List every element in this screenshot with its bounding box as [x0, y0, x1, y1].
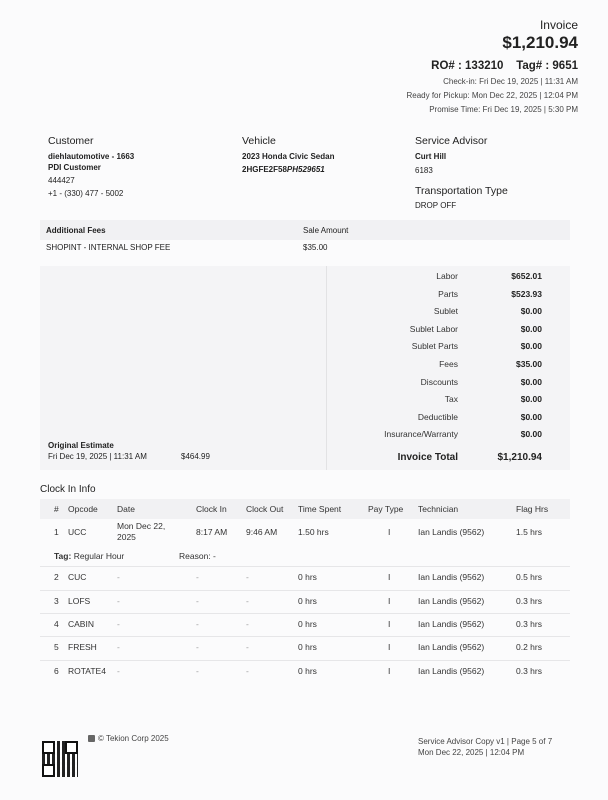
- invoice-total-value: $1,210.94: [497, 452, 542, 463]
- totals-label: Fees: [439, 359, 458, 369]
- clock-cell-spent: 0 hrs: [298, 642, 317, 652]
- clock-cell-flag: 0.2 hrs: [516, 642, 542, 652]
- clock-cell-flag: 0.3 hrs: [516, 666, 542, 676]
- clock-cell-opcode: CUC: [68, 572, 87, 582]
- totals-label: Deductible: [417, 411, 458, 422]
- vin-suffix: PH529651: [286, 165, 325, 174]
- clock-cell-in: -: [196, 642, 199, 652]
- totals-row: [327, 377, 570, 394]
- clock-cell-date: -: [117, 666, 120, 676]
- clock-column-header: Flag Hrs: [516, 504, 549, 514]
- customer-number: 444427: [48, 176, 75, 185]
- clock-row: [40, 521, 570, 543]
- clock-cell-out: -: [246, 619, 249, 629]
- advisor-name: Curt Hill: [415, 152, 447, 161]
- clock-column-header: Opcode: [68, 504, 98, 514]
- clock-cell-in: -: [196, 596, 199, 606]
- clock-heading: Clock In Info: [40, 484, 96, 495]
- ro-tag-line: [431, 60, 578, 72]
- totals-label: Labor: [436, 271, 458, 281]
- totals-value: $652.01: [511, 271, 542, 281]
- totals-value: $0.00: [520, 429, 542, 440]
- advisor-section: [415, 135, 508, 210]
- clock-column-header: Time Spent: [298, 504, 342, 514]
- estimate-amount: $464.99: [181, 452, 210, 461]
- row-divider: [40, 636, 570, 637]
- fees-col-name: Additional Fees: [46, 226, 106, 235]
- clock-cell-tech: Ian Landis (9562): [418, 527, 485, 537]
- clock-cell-out: 9:46 AM: [246, 527, 278, 537]
- clock-cell-n: 5: [54, 642, 59, 652]
- estimate-date: Fri Dec 19, 2025 | 11:31 AM: [48, 452, 147, 461]
- totals-value: $0.00: [520, 323, 542, 334]
- clock-row: [40, 619, 570, 641]
- clock-column-header: Clock Out: [246, 504, 284, 514]
- customer-section: [48, 135, 134, 198]
- copyright: © Tekion Corp 2025: [98, 734, 169, 743]
- customer-heading: Customer: [48, 135, 94, 147]
- clock-cell-tech: Ian Landis (9562): [418, 619, 485, 629]
- invoice-total-row: [327, 452, 570, 469]
- clock-cell-opcode: CABIN: [68, 619, 94, 629]
- transport-heading: Transportation Type: [415, 185, 508, 197]
- clock-cell-pay: I: [388, 572, 391, 582]
- totals-label: Tax: [444, 394, 458, 405]
- totals-row: [327, 324, 570, 341]
- clock-cell-date: -: [117, 642, 120, 652]
- customer-phone: +1 - (330) 477 - 5002: [48, 189, 124, 198]
- clock-cell-flag: 0.5 hrs: [516, 572, 542, 582]
- totals-label: Sublet Parts: [411, 341, 458, 352]
- vehicle-heading: Vehicle: [242, 135, 276, 147]
- promise-time: Promise Time: Fri Dec 19, 2025 | 5:30 PM: [429, 105, 578, 114]
- clock-cell-date: -: [117, 619, 120, 629]
- totals-value: $0.00: [520, 341, 542, 352]
- invoice-amount: $1,210.94: [502, 33, 578, 52]
- totals-value: $0.00: [520, 306, 542, 317]
- reason: Reason: -: [179, 551, 216, 561]
- totals-row: [327, 271, 570, 288]
- clock-cell-flag: 0.3 hrs: [516, 596, 542, 606]
- totals-row: [327, 359, 570, 376]
- row-divider: [40, 613, 570, 614]
- clock-cell-tech: Ian Landis (9562): [418, 642, 485, 652]
- ro-number: RO# : 133210: [431, 60, 504, 72]
- totals-row: [327, 341, 570, 358]
- check-in-time: Check-in: Fri Dec 19, 2025 | 11:31 AM: [443, 77, 578, 86]
- clock-cell-flag: 1.5 hrs: [516, 527, 542, 537]
- advisor-id: 6183: [415, 166, 433, 175]
- transport-type: DROP OFF: [415, 201, 457, 210]
- vehicle-description: 2023 Honda Civic Sedan: [242, 152, 335, 161]
- clock-cell-date: -: [117, 596, 120, 606]
- ready-for-pickup-time: Ready for Pickup: Mon Dec 22, 2025 | 12:04 PM: [406, 91, 578, 100]
- advisor-heading: Service Advisor: [415, 135, 488, 147]
- clock-cell-tech: Ian Landis (9562): [418, 572, 485, 582]
- clock-cell-in: 8:17 AM: [196, 527, 228, 537]
- totals-label: Sublet: [433, 306, 458, 317]
- clock-column-header: Technician: [418, 504, 459, 514]
- totals-row: [327, 289, 570, 306]
- totals-value: $0.00: [520, 411, 542, 422]
- totals-value: $0.00: [520, 394, 542, 405]
- totals-row: [327, 394, 570, 411]
- clock-cell-flag: 0.3 hrs: [516, 619, 542, 629]
- row-divider: [40, 590, 570, 591]
- vehicle-vin: [242, 165, 334, 174]
- clock-cell-out: -: [246, 572, 249, 582]
- clock-cell-spent: 0 hrs: [298, 619, 317, 629]
- tag-info: [54, 551, 124, 561]
- printed-time: Mon Dec 22, 2025 | 12:04 PM: [418, 748, 525, 757]
- totals-row: [327, 306, 570, 323]
- clock-cell-n: 6: [54, 666, 59, 676]
- clock-cell-opcode: UCC: [68, 527, 87, 537]
- clock-cell-tech: Ian Landis (9562): [418, 666, 485, 676]
- fee-amount: $35.00: [303, 243, 328, 252]
- document-type: Invoice: [539, 18, 578, 32]
- clock-cell-spent: 0 hrs: [298, 572, 317, 582]
- clock-cell-pay: I: [388, 527, 391, 537]
- row-divider: [40, 660, 570, 661]
- clock-cell-date: -: [117, 572, 120, 582]
- clock-cell-spent: 0 hrs: [298, 596, 317, 606]
- clock-cell-out: -: [246, 596, 249, 606]
- clock-cell-in: -: [196, 619, 199, 629]
- tag-row: [40, 551, 570, 563]
- clock-cell-n: 2: [54, 572, 59, 582]
- totals-value: $0.00: [520, 376, 542, 387]
- totals-label: Parts: [438, 288, 458, 299]
- estimate-heading: Original Estimate: [48, 441, 114, 450]
- totals-value: $35.00: [516, 359, 542, 369]
- clock-column-header: Pay Type: [368, 504, 404, 514]
- totals-label: Insurance/Warranty: [384, 429, 458, 440]
- clock-row: [40, 596, 570, 618]
- clock-header-row: [40, 504, 570, 516]
- tag-number: Tag# : 9651: [516, 60, 578, 72]
- clock-column-header: Date: [117, 504, 135, 514]
- clock-cell-out: -: [246, 642, 249, 652]
- tag-label: Tag:: [54, 551, 72, 561]
- clock-cell-n: 4: [54, 619, 59, 629]
- clock-cell-tech: Ian Landis (9562): [418, 596, 485, 606]
- clock-row: [40, 666, 570, 688]
- clock-cell-n: 3: [54, 596, 59, 606]
- clock-cell-pay: I: [388, 596, 391, 606]
- clock-cell-spent: 0 hrs: [298, 666, 317, 676]
- fee-name: SHOPINT - INTERNAL SHOP FEE: [46, 243, 171, 252]
- clock-cell-spent: 1.50 hrs: [298, 527, 329, 537]
- tag-value: Regular Hour: [73, 551, 125, 561]
- clock-cell-n: 1: [54, 527, 59, 537]
- row-divider: [40, 566, 570, 567]
- copy-info: Service Advisor Copy v1 | Page 5 of 7: [418, 737, 553, 746]
- clock-cell-opcode: ROTATE4: [68, 666, 106, 676]
- clock-cell-in: -: [196, 666, 199, 676]
- totals-row: [327, 412, 570, 429]
- fees-col-amount: Sale Amount: [303, 226, 349, 235]
- clock-cell-opcode: FRESH: [68, 642, 97, 652]
- clock-cell-out: -: [246, 666, 249, 676]
- clock-cell-pay: I: [388, 619, 391, 629]
- totals-value: $523.93: [511, 288, 542, 299]
- clock-cell-opcode: LOFS: [68, 596, 91, 606]
- invoice-total-label: Invoice Total: [397, 452, 458, 463]
- qr-code: [42, 741, 78, 777]
- clock-cell-in: -: [196, 572, 199, 582]
- totals-label: Sublet Labor: [409, 323, 458, 334]
- clock-column-header: #: [54, 504, 59, 514]
- clock-cell-date: Mon Dec 22, 2025: [117, 521, 166, 542]
- customer-type: PDI Customer: [48, 163, 101, 172]
- totals-row: [327, 429, 570, 446]
- clock-column-header: Clock In: [196, 504, 227, 514]
- customer-name: diehlautomotive - 1663: [48, 152, 135, 161]
- clock-cell-pay: I: [388, 642, 391, 652]
- tekion-logo-icon: [88, 735, 95, 742]
- clock-cell-pay: I: [388, 666, 391, 676]
- totals-label: Discounts: [420, 376, 458, 387]
- vin-prefix: 2HGFE2F58: [242, 165, 287, 174]
- vehicle-section: [242, 135, 334, 174]
